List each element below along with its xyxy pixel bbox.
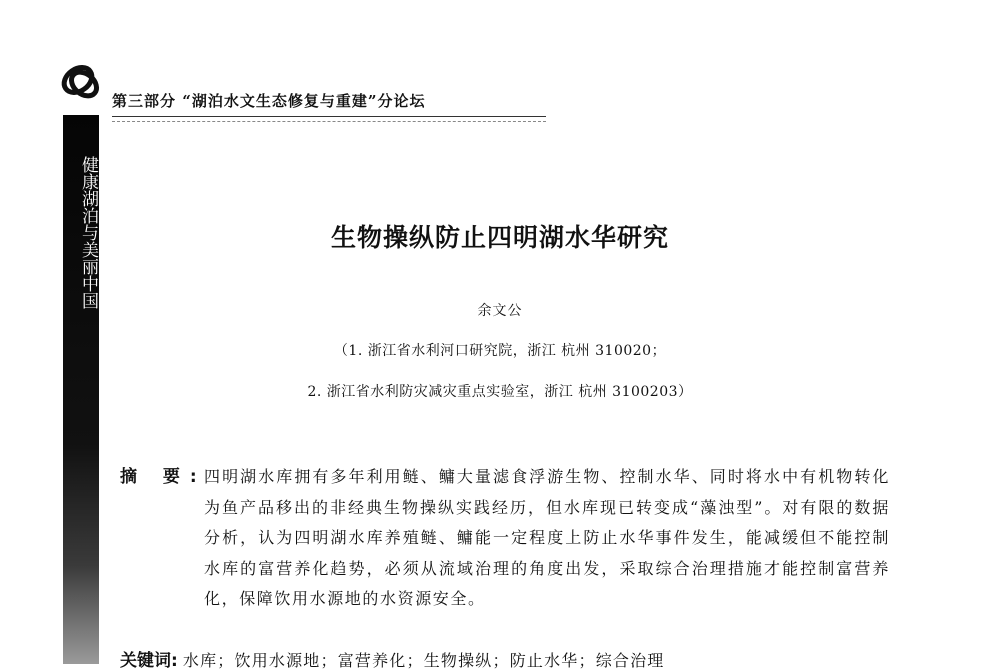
paper-title: 生物操纵防止四明湖水华研究 <box>330 223 669 252</box>
keywords-label: 关键词: <box>120 651 178 671</box>
header-divider-secondary <box>112 121 546 122</box>
paper-author: 余文公 <box>477 303 523 319</box>
header-divider <box>112 116 546 117</box>
affiliation-1: （1. 浙江省水利河口研究院，浙江 杭州 310020； <box>333 343 667 359</box>
abstract-label: 摘 要: <box>120 467 207 487</box>
abstract-text: 四明湖水库拥有多年利用鲢、鳙大量滤食浮游生物、控制水华、同时将水中有机物转化为鱼产品移出的非经典生物操纵实践经历，但水库现已转变成“藻浊型”。对有限的数据分析，认为四明湖水库养殖鲢、鳙能一定程度上防止水华事件发生，能减缓但不能控制水库的富营养化趋势，必须从流域治理的角度出发，采取综合治理措施才能控制富营养化，保障饮用水源地的水资源安全。 <box>204 467 890 608</box>
affiliation-2: 2. 浙江省水利防灾减灾重点实验室，浙江 杭州 3100203） <box>307 384 693 400</box>
lotus-logo-icon <box>58 60 104 104</box>
section-header: 第三部分 “湖泊水文生态修复与重建”分论坛 <box>112 92 426 110</box>
side-banner-title: 健康湖泊与美丽中国 <box>78 156 98 309</box>
keywords-text: 水库；饮用水源地；富营养化；生物操纵；防止水华；综合治理 <box>182 651 665 670</box>
keywords-line <box>120 646 665 671</box>
